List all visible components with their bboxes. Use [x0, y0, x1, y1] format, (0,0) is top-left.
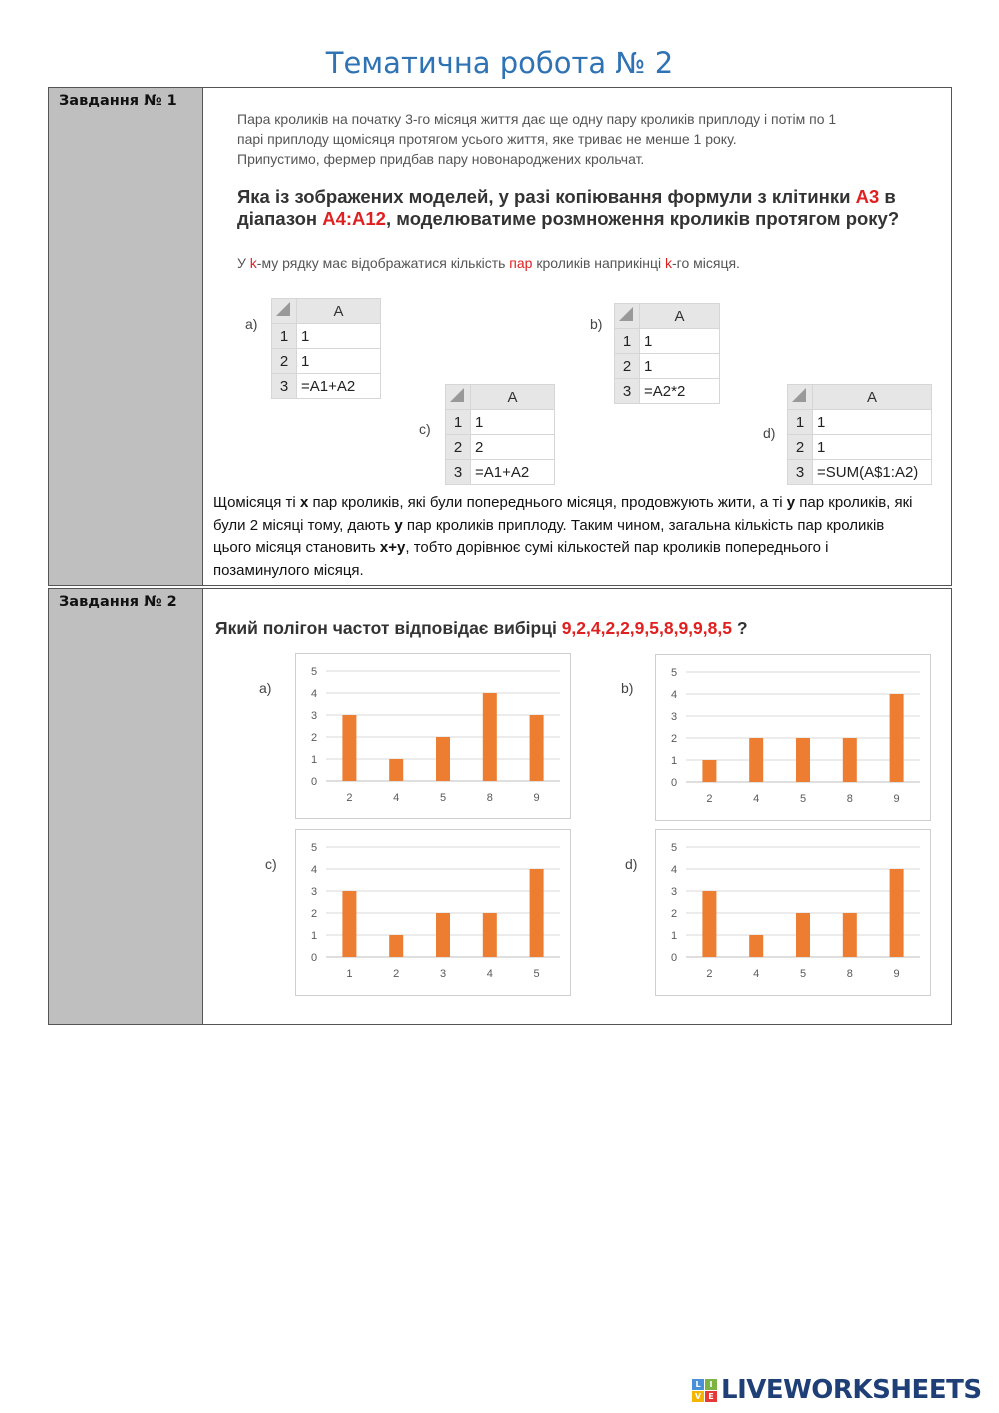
cell-value: 1: [471, 410, 555, 435]
y-tick-label: 4: [670, 689, 678, 701]
cell-value: 2: [471, 435, 555, 460]
y-tick-label: 4: [310, 864, 318, 876]
y-tick-label: 4: [310, 688, 318, 700]
row-number: 2: [615, 354, 640, 379]
bar-2: [342, 715, 356, 781]
bar-5: [796, 913, 810, 957]
row-number: 3: [615, 379, 640, 404]
y-tick-label: 3: [310, 886, 318, 898]
bar-1: [342, 891, 356, 957]
task-2-label: Завдання № 2: [49, 589, 203, 1024]
option-b-spreadsheet: [614, 303, 720, 404]
chart-d: [655, 829, 931, 996]
cell-value: =A1+A2: [471, 460, 555, 485]
x-tick-label: 9: [893, 968, 900, 980]
cell-value: =A1+A2: [297, 374, 381, 399]
chart-d-label: d): [625, 856, 638, 872]
bar-4: [749, 935, 763, 957]
x-tick-label: 2: [346, 792, 353, 804]
explanation-text: пар кроликів, які були 2 місяці тому, дають: [213, 494, 913, 534]
logo-icon: [692, 1379, 717, 1402]
x-tick-label: 9: [533, 792, 540, 804]
x-tick-label: 4: [486, 968, 493, 980]
row-number: 2: [446, 435, 471, 460]
x-tick-label: 4: [753, 793, 760, 805]
chart-a-svg: [296, 654, 570, 818]
bar-2: [389, 935, 403, 957]
row-number: 1: [615, 329, 640, 354]
explanation-text: Щомісяця ті: [213, 494, 300, 511]
y-tick-label: 5: [670, 842, 678, 854]
sample-values: 9,2,4,2,2,9,5,8,9,9,8,5: [561, 618, 732, 638]
column-header: A: [471, 385, 555, 410]
intro-line-2: парі приплоду щомісяця протягом усього життя, яке триває не менше 1 року.: [237, 131, 737, 147]
cell-value: 1: [297, 349, 381, 374]
cell-value: 1: [640, 354, 720, 379]
note-text: У: [237, 255, 250, 271]
row-number: 3: [272, 374, 297, 399]
row-number: 1: [788, 410, 813, 435]
chart-c: [295, 829, 571, 996]
row-number: 3: [788, 460, 813, 485]
explanation-text: , тобто дорівнює сумі кількостей пар кроликів попереднього і позаминулого місяця.: [213, 539, 829, 579]
x-tick-label: 3: [439, 968, 447, 980]
bar-4: [749, 738, 763, 782]
explanation-text: пар кроликів приплоду. Таким чином, загальна кількість пар кроликів цього місяця становить: [213, 516, 885, 556]
row-number: 3: [446, 460, 471, 485]
task-2-content: [203, 589, 951, 1024]
y-tick-label: 3: [670, 886, 678, 898]
x-tick-label: 8: [486, 792, 493, 804]
option-c-spreadsheet: [445, 384, 555, 485]
note-text: кроликів наприкінці: [532, 255, 665, 271]
option-d-label: d): [763, 425, 776, 441]
bar-2: [702, 891, 716, 957]
question-text: в: [879, 186, 896, 207]
logo-letter-v: V: [692, 1391, 704, 1402]
x-tick-label: 5: [533, 968, 540, 980]
intro-line-3: Припустимо, фермер придбав пару новонароджених крольчат.: [237, 151, 645, 167]
corner-cell: [272, 299, 297, 324]
bar-4: [389, 759, 403, 781]
column-header: A: [640, 304, 720, 329]
brand-text: LIVEWORKSHEETS: [721, 1375, 982, 1405]
chart-b-svg: [656, 655, 930, 820]
task-1-note: [237, 255, 740, 271]
option-c-label: c): [419, 421, 431, 437]
y-tick-label: 2: [670, 733, 678, 745]
task-1-explanation: [213, 492, 913, 582]
range-ref: А4:А12: [322, 208, 386, 229]
y-tick-label: 1: [310, 754, 318, 766]
option-a-label: a): [245, 316, 258, 332]
task-2-row: [48, 588, 952, 1025]
y-tick-label: 0: [310, 952, 318, 964]
corner-cell: [788, 385, 813, 410]
option-b-label: b): [590, 316, 603, 332]
x-tick-label: 5: [799, 968, 807, 980]
y-tick-label: 3: [670, 711, 678, 723]
logo-letter-i: I: [705, 1379, 717, 1390]
x-tick-label: 4: [393, 792, 400, 804]
chart-a-label: a): [259, 680, 272, 696]
bar-5: [436, 737, 450, 781]
cell-ref-a3: А3: [855, 186, 880, 207]
var-y: y: [786, 494, 796, 511]
task-2-question: [215, 618, 748, 639]
page-title: Тематична робота № 2: [325, 46, 674, 80]
var-x-plus-y: x+y: [379, 539, 406, 556]
x-tick-label: 2: [706, 793, 713, 805]
x-tick-label: 5: [439, 792, 447, 804]
question-text: Яка із зображених моделей, у разі копіювання формули з клітинки: [237, 186, 856, 207]
bar-2: [702, 760, 716, 782]
bar-4: [483, 913, 497, 957]
y-tick-label: 1: [670, 930, 678, 942]
logo-letter-l: L: [692, 1379, 704, 1390]
chart-a: [295, 653, 571, 819]
x-tick-label: 5: [799, 793, 807, 805]
y-tick-label: 5: [310, 842, 318, 854]
row-number: 2: [272, 349, 297, 374]
y-tick-label: 1: [670, 755, 678, 767]
row-number: 1: [446, 410, 471, 435]
note-text: -го місяця.: [671, 255, 740, 271]
chart-c-label: c): [265, 856, 277, 872]
x-tick-label: 1: [346, 968, 353, 980]
liveworksheets-logo: [692, 1375, 982, 1405]
var-x: x: [299, 494, 309, 511]
chart-c-svg: [296, 830, 570, 995]
x-tick-label: 8: [846, 968, 853, 980]
x-tick-label: 4: [753, 968, 760, 980]
y-tick-label: 5: [670, 667, 678, 679]
note-pairs: пар: [509, 255, 533, 271]
column-header: A: [813, 385, 932, 410]
question-text: , моделюватиме розмноження кроликів протягом року?: [385, 208, 900, 229]
y-tick-label: 0: [670, 777, 678, 789]
intro-line-1: Пара кроликів на початку 3-го місяця життя дає ще одну пару кроликів приплоду і потім по 1: [237, 111, 837, 127]
bar-9: [530, 715, 544, 781]
y-tick-label: 1: [310, 930, 318, 942]
y-tick-label: 0: [670, 952, 678, 964]
y-tick-label: 2: [310, 908, 318, 920]
option-d-spreadsheet: [787, 384, 932, 485]
cell-value: 1: [813, 410, 932, 435]
bar-8: [843, 738, 857, 782]
question-text: Який полігон частот відповідає вибірці: [215, 618, 562, 638]
y-tick-label: 2: [310, 732, 318, 744]
bar-5: [796, 738, 810, 782]
task-1-question-line-1: [237, 186, 896, 208]
var-y: y: [394, 516, 403, 534]
bar-3: [436, 913, 450, 957]
task-1-label: Завдання № 1: [49, 88, 203, 585]
corner-cell: [446, 385, 471, 410]
cell-value: =SUM(A$1:A2): [813, 460, 932, 485]
cell-value: 1: [297, 324, 381, 349]
y-tick-label: 2: [670, 908, 678, 920]
bar-8: [483, 693, 497, 781]
chart-d-svg: [656, 830, 930, 995]
y-tick-label: 3: [310, 710, 318, 722]
chart-b: [655, 654, 931, 821]
note-k: k: [249, 255, 257, 271]
task-1-row: [48, 87, 952, 586]
note-text: -му рядку має відображатися кількість: [256, 255, 510, 271]
chart-b-label: b): [621, 680, 634, 696]
row-number: 2: [788, 435, 813, 460]
column-header: A: [297, 299, 381, 324]
y-tick-label: 4: [670, 864, 678, 876]
y-tick-label: 5: [310, 666, 318, 678]
corner-cell: [615, 304, 640, 329]
bar-9: [890, 694, 904, 782]
x-tick-label: 2: [393, 968, 400, 980]
question-mark: ?: [731, 618, 748, 638]
option-a-spreadsheet: [271, 298, 381, 399]
cell-value: =A2*2: [640, 379, 720, 404]
cell-value: 1: [640, 329, 720, 354]
bar-8: [843, 913, 857, 957]
task-1-question-line-2: [237, 208, 899, 230]
explanation-text: пар кроликів, які були попереднього місяця, продовжують жити, а ті: [308, 494, 787, 511]
logo-letter-e: E: [705, 1391, 717, 1402]
x-tick-label: 8: [846, 793, 853, 805]
note-k: k: [664, 255, 672, 271]
bar-5: [530, 869, 544, 957]
bar-9: [890, 869, 904, 957]
task-1-content: [203, 88, 951, 585]
x-tick-label: 9: [893, 793, 900, 805]
question-text: діапазон: [237, 208, 323, 229]
x-tick-label: 2: [706, 968, 713, 980]
y-tick-label: 0: [310, 776, 318, 788]
row-number: 1: [272, 324, 297, 349]
cell-value: 1: [813, 435, 932, 460]
